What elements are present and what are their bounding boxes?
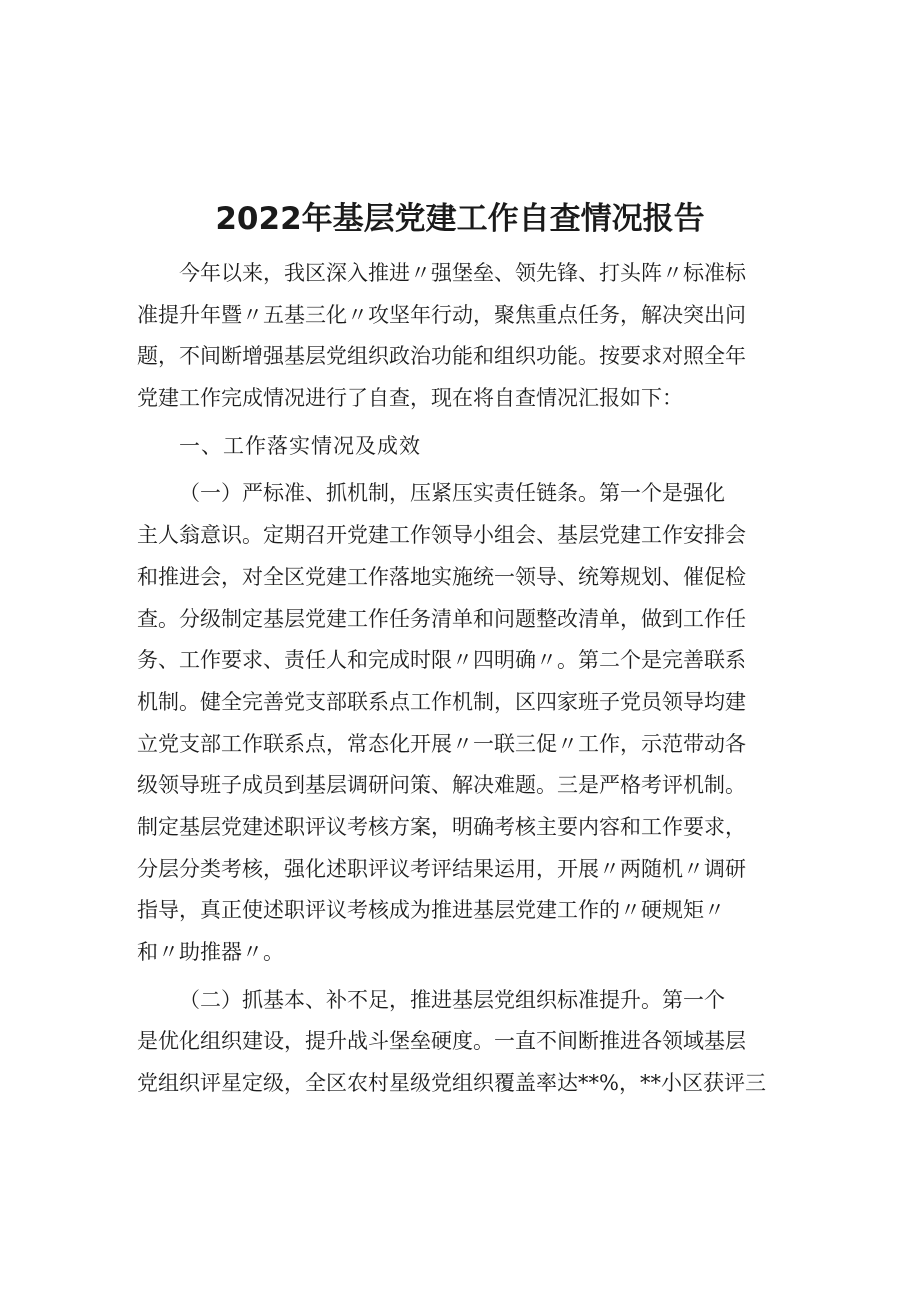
- document-body: [137, 253, 793, 1105]
- document-title: 2022年基层党建工作自查情况报告: [215, 201, 705, 237]
- text-line: 主人翁意识。定期召开党建工作领导小组会、基层党建工作安排会: [137, 523, 746, 548]
- text-line: 今年以来，我区深入推进〃强堡垒、领先锋、打头阵〃标准标: [179, 261, 746, 285]
- text-line: 机制。健全完善党支部联系点工作机制，区四家班子党员领导均建: [137, 689, 746, 714]
- text-line: 和〃助推器〃。: [137, 940, 284, 964]
- text-line: 党建工作完成情况进行了自查，现在将自查情况汇报如下：: [137, 386, 683, 411]
- text-line: 和推进会，对全区党建工作落地实施统一领导、统筹规划、催促检: [137, 564, 746, 589]
- text-line: （二）抓基本、补不足，推进基层党组织标准提升。第一个: [179, 987, 725, 1012]
- intro-paragraph: [137, 253, 793, 420]
- text-line: 级领导班子成员到基层调研问策、解决难题。三是严格考评机制。: [137, 773, 746, 798]
- text-line: （一）严标准、抓机制，压紧压实责任链条。第一个是强化: [179, 481, 725, 506]
- text-line: 题，不间断增强基层党组织政治功能和组织功能。按要求对照全年: [137, 344, 746, 369]
- text-line: 指导，真正使述职评议考核成为推进基层党建工作的〃硬规矩〃: [137, 898, 725, 923]
- subsection-paragraph-2: [137, 980, 793, 1105]
- section-heading-text: 一、工作落实情况及成效: [179, 433, 421, 458]
- text-line: 分层分类考核，强化述职评议考评结果运用，开展〃两随机〃调研: [137, 856, 746, 881]
- section-heading: [137, 426, 793, 468]
- text-line: 是优化组织建设，提升战斗堡垒硬度。一直不间断推进各领域基层: [137, 1029, 746, 1054]
- text-line: 制定基层党建述职评议考核方案，明确考核主要内容和工作要求，: [137, 814, 746, 839]
- text-line: 党组织评星定级，全区农村星级党组织覆盖率达**%，**小区获评三: [137, 1071, 766, 1096]
- text-line: 查。分级制定基层党建工作任务清单和问题整改清单，做到工作任: [137, 606, 746, 631]
- text-line: 立党支部工作联系点，常态化开展〃一联三促〃工作，示范带动各: [137, 731, 746, 756]
- subsection-paragraph-1: [137, 473, 793, 973]
- text-line: 务、工作要求、责任人和完成时限〃四明确〃。第二个是完善联系: [137, 648, 746, 673]
- text-line: 准提升年暨〃五基三化〃攻坚年行动，聚焦重点任务，解决突出问: [137, 302, 746, 327]
